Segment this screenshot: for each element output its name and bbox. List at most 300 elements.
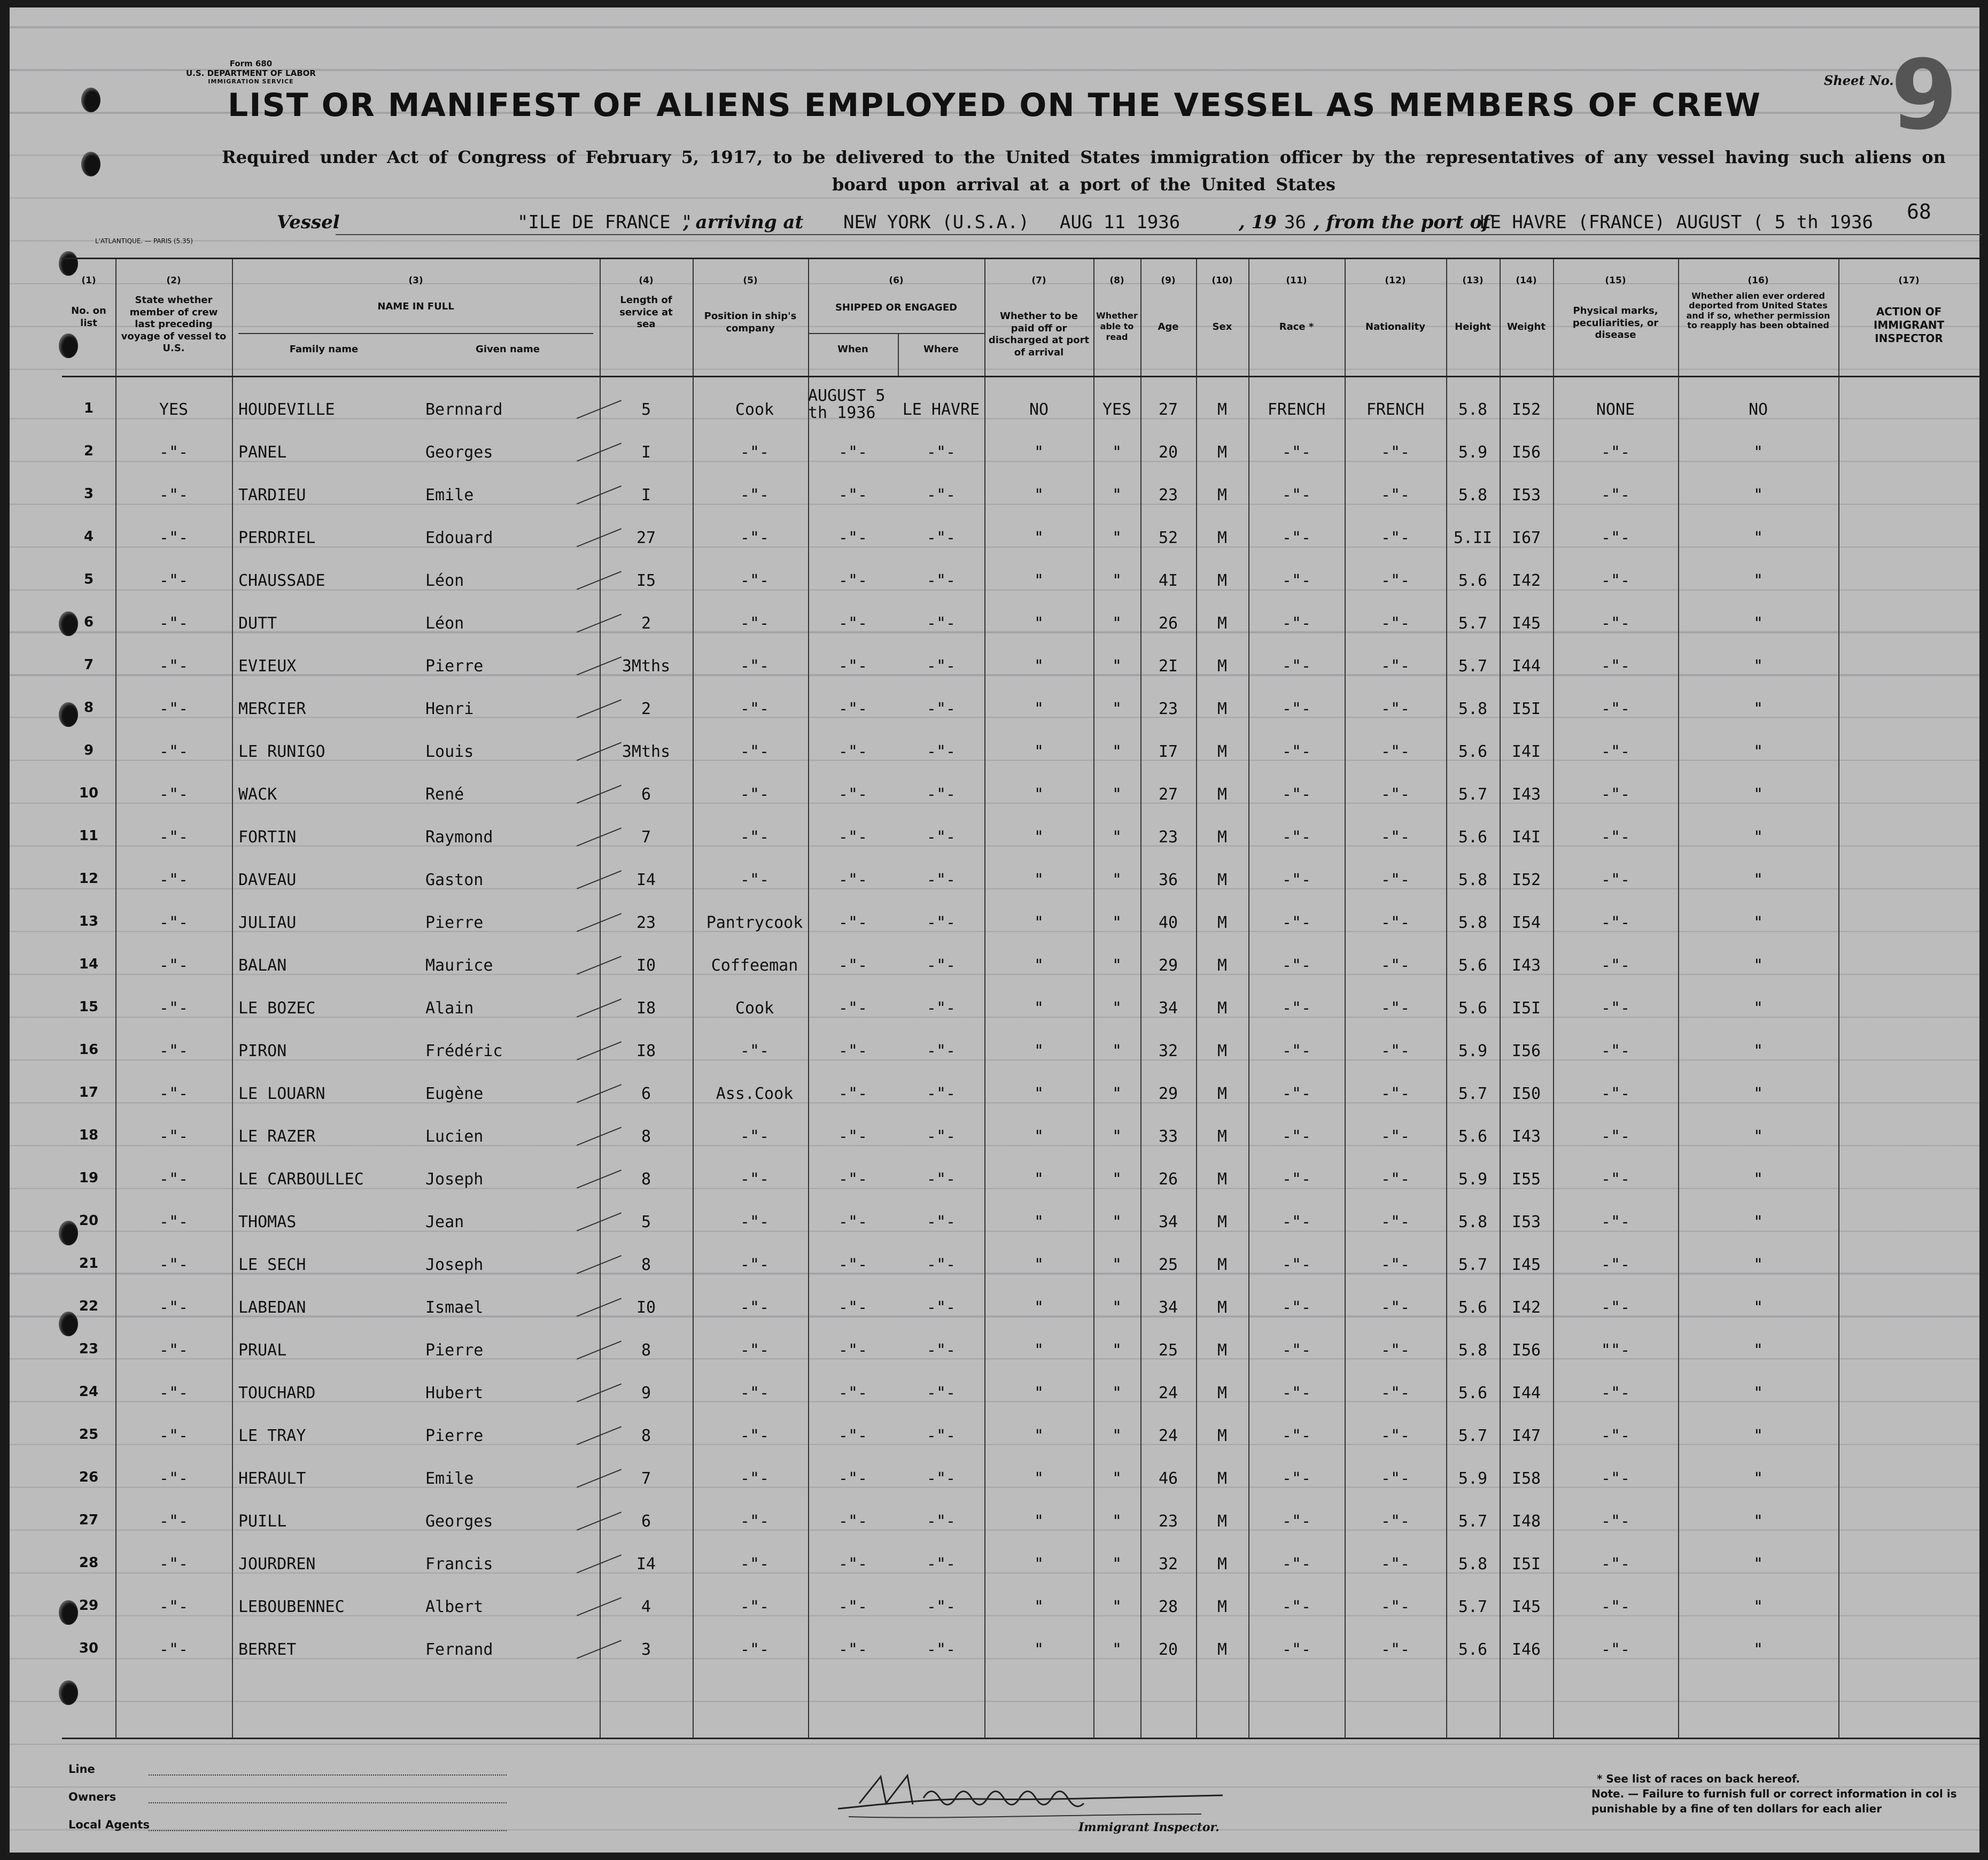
table-row bbox=[62, 1331, 1979, 1371]
form-number: Form 680 bbox=[229, 59, 273, 68]
race: -"- bbox=[1282, 1598, 1311, 1616]
family-name: LE LOUARN bbox=[238, 1084, 325, 1103]
col-header-13: Height bbox=[1455, 321, 1491, 332]
given-name: Fernand bbox=[425, 1640, 493, 1659]
weight: I48 bbox=[1511, 1512, 1541, 1531]
nationality: -"- bbox=[1380, 1042, 1410, 1060]
sex: M bbox=[1217, 1640, 1228, 1659]
position: -"- bbox=[740, 828, 770, 847]
row-number: 4 bbox=[83, 529, 94, 545]
shipped-where: -"- bbox=[926, 742, 956, 761]
height: 5.7 bbox=[1458, 614, 1488, 633]
shipped-when: -"- bbox=[838, 529, 868, 547]
weight: I52 bbox=[1511, 871, 1541, 889]
col-num-12: (12) bbox=[1385, 275, 1406, 286]
col-num-6: (6) bbox=[889, 275, 904, 286]
service-length: 6 bbox=[641, 1084, 651, 1103]
row-number: 9 bbox=[83, 742, 94, 758]
deported: " bbox=[1753, 1213, 1764, 1231]
given-name: Georges bbox=[425, 443, 493, 462]
physical-marks: -"- bbox=[1601, 1256, 1630, 1274]
weight: I45 bbox=[1511, 614, 1541, 633]
col-header-17: ACTION OF IMMIGRANT INSPECTOR bbox=[1873, 305, 1945, 345]
family-name: DUTT bbox=[238, 614, 277, 633]
shipped-when: -"- bbox=[838, 871, 868, 889]
footnotes bbox=[1581, 1771, 1987, 1816]
age: 32 bbox=[1158, 1555, 1178, 1574]
age: 25 bbox=[1158, 1256, 1178, 1274]
able-to-read: " bbox=[1112, 1127, 1122, 1146]
shipped-when: -"- bbox=[838, 1640, 868, 1659]
table-row bbox=[62, 476, 1979, 516]
position: -"- bbox=[740, 529, 770, 547]
sex: M bbox=[1217, 1042, 1228, 1060]
col-num-10: (10) bbox=[1212, 275, 1233, 286]
deported: " bbox=[1753, 1427, 1764, 1445]
nationality: -"- bbox=[1380, 913, 1410, 932]
height: 5.8 bbox=[1458, 400, 1488, 419]
table-row bbox=[62, 519, 1979, 559]
able-to-read: " bbox=[1112, 1512, 1122, 1531]
shipped-where: -"- bbox=[926, 443, 956, 462]
race: -"- bbox=[1282, 443, 1311, 462]
age: 23 bbox=[1158, 1512, 1178, 1531]
height: 5.7 bbox=[1458, 657, 1488, 676]
sex: M bbox=[1217, 486, 1228, 505]
given-name: Pierre bbox=[425, 913, 484, 932]
position: -"- bbox=[740, 1469, 770, 1488]
page-subtitle: Required under Act of Congress of February 5, 1917, to be delivered to the United States immigration officer by the representatives of any vessel having such aliens on board upon arrival at a port of the United States bbox=[222, 147, 1946, 195]
shipped-where: -"- bbox=[926, 956, 956, 975]
deported: " bbox=[1753, 1555, 1764, 1574]
nationality: -"- bbox=[1380, 1555, 1410, 1574]
service-length: 4 bbox=[641, 1598, 651, 1616]
race: FRENCH bbox=[1267, 400, 1326, 419]
position: -"- bbox=[740, 486, 770, 505]
prev-voyage: -"- bbox=[159, 1170, 189, 1189]
able-to-read: " bbox=[1112, 871, 1122, 889]
shipped-when: -"- bbox=[838, 1084, 868, 1103]
family-name: LE RUNIGO bbox=[238, 742, 325, 761]
subcol-where: Where bbox=[923, 344, 959, 355]
paid-off: " bbox=[1034, 1512, 1044, 1531]
prev-voyage: -"- bbox=[159, 1127, 189, 1146]
table-row bbox=[62, 604, 1979, 644]
given-name: Georges bbox=[425, 1512, 493, 1531]
deported: " bbox=[1753, 871, 1764, 889]
service-length: 7 bbox=[641, 1469, 651, 1488]
age: 27 bbox=[1158, 785, 1178, 804]
physical-marks: -"- bbox=[1601, 1170, 1630, 1189]
family-name: WACK bbox=[238, 785, 277, 804]
table-row bbox=[62, 776, 1979, 815]
nationality: -"- bbox=[1380, 785, 1410, 804]
given-name: Emile bbox=[425, 1469, 474, 1488]
given-name: Eugène bbox=[425, 1084, 484, 1103]
row-number: 8 bbox=[83, 700, 94, 716]
deported: " bbox=[1753, 443, 1764, 462]
position: Ass.Cook bbox=[716, 1084, 794, 1103]
physical-marks: -"- bbox=[1601, 1555, 1630, 1574]
service-length: I4 bbox=[636, 1555, 656, 1574]
row-number: 26 bbox=[79, 1469, 99, 1485]
nationality: FRENCH bbox=[1366, 400, 1425, 419]
sex: M bbox=[1217, 742, 1228, 761]
able-to-read: " bbox=[1112, 742, 1122, 761]
family-name: LE TRAY bbox=[238, 1427, 306, 1445]
paid-off: NO bbox=[1029, 400, 1049, 419]
physical-marks: -"- bbox=[1601, 828, 1630, 847]
col-num-13: (13) bbox=[1462, 275, 1484, 286]
row-number: 28 bbox=[79, 1555, 99, 1571]
race: -"- bbox=[1282, 828, 1311, 847]
prev-voyage: -"- bbox=[159, 1640, 189, 1659]
shipped-where: -"- bbox=[926, 999, 956, 1018]
physical-marks: -"- bbox=[1601, 443, 1630, 462]
race: -"- bbox=[1282, 1213, 1311, 1231]
age: 23 bbox=[1158, 828, 1178, 847]
shipped-where: -"- bbox=[926, 1042, 956, 1060]
date-stamp: AUG 11 1936 bbox=[1060, 212, 1181, 233]
shipped-where: -"- bbox=[926, 1598, 956, 1616]
footer-line-label: Line bbox=[68, 1755, 507, 1783]
family-name: JULIAU bbox=[238, 913, 297, 932]
vessel-name: "ILE DE FRANCE " bbox=[517, 212, 693, 233]
shipped-when: -"- bbox=[838, 828, 868, 847]
weight: I42 bbox=[1511, 1298, 1541, 1317]
prev-voyage: -"- bbox=[159, 871, 189, 889]
family-name: PRUAL bbox=[238, 1341, 287, 1360]
able-to-read: " bbox=[1112, 999, 1122, 1018]
col-num-7: (7) bbox=[1031, 275, 1046, 286]
weight: I53 bbox=[1511, 486, 1541, 505]
shipped-where: -"- bbox=[926, 529, 956, 547]
prev-voyage: -"- bbox=[159, 1384, 189, 1402]
age: 23 bbox=[1158, 486, 1178, 505]
shipped-when: -"- bbox=[838, 1298, 868, 1317]
table-row bbox=[62, 1118, 1979, 1157]
height: 5.9 bbox=[1458, 1170, 1488, 1189]
paid-off: " bbox=[1034, 1298, 1044, 1317]
nationality: -"- bbox=[1380, 1341, 1410, 1360]
given-name: Alain bbox=[425, 999, 474, 1018]
age: 27 bbox=[1158, 400, 1178, 419]
col-num-17: (17) bbox=[1898, 275, 1920, 286]
col-header-4: Length of service at sea bbox=[619, 294, 673, 330]
physical-marks: -"- bbox=[1601, 742, 1630, 761]
sex: M bbox=[1217, 1555, 1228, 1574]
sex: M bbox=[1217, 956, 1228, 975]
row-number: 1 bbox=[83, 400, 94, 416]
position: -"- bbox=[740, 571, 770, 590]
physical-marks: -"- bbox=[1601, 999, 1630, 1018]
subcol-given: Given name bbox=[476, 344, 540, 355]
position: Cook bbox=[735, 400, 774, 419]
race: -"- bbox=[1282, 1555, 1311, 1574]
col-header-5: Position in ship's company bbox=[704, 311, 797, 334]
family-name: PERDRIEL bbox=[238, 529, 316, 547]
shipped-where: LE HAVRE bbox=[902, 400, 980, 419]
shipped-when: -"- bbox=[838, 1384, 868, 1402]
table-row bbox=[62, 562, 1979, 601]
age: 24 bbox=[1158, 1427, 1178, 1445]
able-to-read: " bbox=[1112, 614, 1122, 633]
family-name: LE RAZER bbox=[238, 1127, 316, 1146]
race: -"- bbox=[1282, 999, 1311, 1018]
paid-off: " bbox=[1034, 1170, 1044, 1189]
deported: " bbox=[1753, 956, 1764, 975]
paid-off: " bbox=[1034, 657, 1044, 676]
shipped-where: -"- bbox=[926, 1084, 956, 1103]
year-prefix: , 19 bbox=[1239, 212, 1277, 233]
sex: M bbox=[1217, 657, 1228, 676]
shipped-when: -"- bbox=[838, 443, 868, 462]
paid-off: " bbox=[1034, 1042, 1044, 1060]
given-name: Pierre bbox=[425, 1341, 484, 1360]
position: -"- bbox=[740, 1170, 770, 1189]
weight: I44 bbox=[1511, 1384, 1541, 1402]
family-name: FORTIN bbox=[238, 828, 297, 847]
shipped-when: -"- bbox=[838, 913, 868, 932]
subcol-family: Family name bbox=[289, 344, 359, 355]
physical-marks: -"- bbox=[1601, 614, 1630, 633]
service-length: 27 bbox=[636, 529, 656, 547]
shipped-when: -"- bbox=[838, 785, 868, 804]
height: 5.9 bbox=[1458, 1042, 1488, 1060]
given-name: Pierre bbox=[425, 1427, 484, 1445]
nationality: -"- bbox=[1380, 529, 1410, 547]
service-length: 2 bbox=[641, 700, 651, 718]
family-name: LEBOUBENNEC bbox=[238, 1598, 345, 1616]
prev-voyage: -"- bbox=[159, 1298, 189, 1317]
able-to-read: " bbox=[1112, 1042, 1122, 1060]
weight: I52 bbox=[1511, 400, 1541, 419]
shipped-when: -"- bbox=[838, 1427, 868, 1445]
age: 25 bbox=[1158, 1341, 1178, 1360]
position: -"- bbox=[740, 443, 770, 462]
service-length: 3Mths bbox=[622, 742, 671, 761]
from-label: , from the port of bbox=[1314, 212, 1490, 233]
service-length: 8 bbox=[641, 1170, 651, 1189]
col-num-16: (16) bbox=[1748, 275, 1769, 286]
sex: M bbox=[1217, 1256, 1228, 1274]
deported: " bbox=[1753, 614, 1764, 633]
height: 5.8 bbox=[1458, 486, 1488, 505]
table-row bbox=[62, 1545, 1979, 1585]
sex: M bbox=[1217, 785, 1228, 804]
deported: " bbox=[1753, 1469, 1764, 1488]
shipped-where: -"- bbox=[926, 1555, 956, 1574]
sex: M bbox=[1217, 1170, 1228, 1189]
deported: " bbox=[1753, 571, 1764, 590]
inspector-signature bbox=[827, 1766, 1233, 1825]
nationality: -"- bbox=[1380, 1170, 1410, 1189]
row-number: 7 bbox=[83, 657, 94, 673]
sex: M bbox=[1217, 1469, 1228, 1488]
shipped-where: -"- bbox=[926, 1384, 956, 1402]
given-name: Jean bbox=[425, 1213, 464, 1231]
table-row bbox=[62, 989, 1979, 1029]
sex: M bbox=[1217, 571, 1228, 590]
deported: NO bbox=[1748, 400, 1768, 419]
row-number: 29 bbox=[79, 1598, 99, 1614]
vessel-line bbox=[277, 212, 1987, 238]
physical-marks: -"- bbox=[1601, 1384, 1630, 1402]
family-name: BALAN bbox=[238, 956, 287, 975]
family-name: LE CARBOULLEC bbox=[238, 1170, 364, 1189]
shipped-when: -"- bbox=[838, 486, 868, 505]
service-length: I4 bbox=[636, 871, 656, 889]
row-number: 11 bbox=[79, 828, 99, 844]
service-length: 8 bbox=[641, 1256, 651, 1274]
able-to-read: " bbox=[1112, 657, 1122, 676]
given-name: Edouard bbox=[425, 529, 493, 547]
shipped-when: -"- bbox=[838, 1042, 868, 1060]
nationality: -"- bbox=[1380, 999, 1410, 1018]
position: Coffeeman bbox=[711, 956, 798, 975]
weight: I4I bbox=[1511, 742, 1541, 761]
shipped-where: -"- bbox=[926, 1640, 956, 1659]
race: -"- bbox=[1282, 1084, 1311, 1103]
weight: I43 bbox=[1511, 1127, 1541, 1146]
shipped-when: -"- bbox=[838, 700, 868, 718]
sex: M bbox=[1217, 828, 1228, 847]
family-name: JOURDREN bbox=[238, 1555, 316, 1574]
shipped-where: -"- bbox=[926, 1256, 956, 1274]
race: -"- bbox=[1282, 1469, 1311, 1488]
nationality: -"- bbox=[1380, 1256, 1410, 1274]
height: 5.II bbox=[1453, 529, 1493, 547]
prev-voyage: -"- bbox=[159, 785, 189, 804]
shipped-when: -"- bbox=[838, 1341, 868, 1360]
deported: " bbox=[1753, 785, 1764, 804]
table-row bbox=[62, 1631, 1979, 1670]
able-to-read: YES bbox=[1102, 400, 1132, 419]
physical-marks: -"- bbox=[1601, 1598, 1630, 1616]
paid-off: " bbox=[1034, 571, 1044, 590]
form-header bbox=[186, 59, 316, 85]
shipped-where: -"- bbox=[926, 1213, 956, 1231]
able-to-read: " bbox=[1112, 1170, 1122, 1189]
height: 5.7 bbox=[1458, 1512, 1488, 1531]
given-name: Maurice bbox=[425, 956, 493, 975]
table-row bbox=[62, 1075, 1979, 1114]
row-number: 21 bbox=[79, 1256, 99, 1272]
given-name: Louis bbox=[425, 742, 474, 761]
given-name: Gaston bbox=[425, 871, 484, 889]
prev-voyage: -"- bbox=[159, 1042, 189, 1060]
prev-voyage: -"- bbox=[159, 1256, 189, 1274]
sex: M bbox=[1217, 913, 1228, 932]
nationality: -"- bbox=[1380, 1127, 1410, 1146]
sex: M bbox=[1217, 614, 1228, 633]
nationality: -"- bbox=[1380, 1213, 1410, 1231]
weight: I5I bbox=[1511, 999, 1541, 1018]
age: 28 bbox=[1158, 1598, 1178, 1616]
table-row bbox=[62, 1289, 1979, 1328]
physical-marks: -"- bbox=[1601, 486, 1630, 505]
service: IMMIGRATION SERVICE bbox=[208, 78, 294, 85]
height: 5.7 bbox=[1458, 1084, 1488, 1103]
given-name: Joseph bbox=[425, 1256, 484, 1274]
race: -"- bbox=[1282, 700, 1311, 718]
paid-off: " bbox=[1034, 486, 1044, 505]
col-header-2: State whether member of crew last preceding voyage of vessel to U.S. bbox=[121, 294, 227, 354]
given-name: Emile bbox=[425, 486, 474, 505]
age: I7 bbox=[1158, 742, 1178, 761]
paid-off: " bbox=[1034, 742, 1044, 761]
corner-number: 68 bbox=[1907, 200, 1931, 223]
paid-off: " bbox=[1034, 1555, 1044, 1574]
weight: I45 bbox=[1511, 1256, 1541, 1274]
shipped-when: AUGUST 5 th 1936 bbox=[808, 386, 886, 422]
race: -"- bbox=[1282, 1512, 1311, 1531]
race: -"- bbox=[1282, 785, 1311, 804]
sex: M bbox=[1217, 1384, 1228, 1402]
sex: M bbox=[1217, 1127, 1228, 1146]
table-row bbox=[62, 690, 1979, 730]
given-name: René bbox=[425, 785, 464, 804]
position: -"- bbox=[740, 1127, 770, 1146]
sheet-number: 9 bbox=[1891, 40, 1958, 151]
race: -"- bbox=[1282, 1341, 1311, 1360]
shipped-where: -"- bbox=[926, 871, 956, 889]
row-number: 30 bbox=[79, 1640, 99, 1656]
service-length: 7 bbox=[641, 828, 651, 847]
height: 5.6 bbox=[1458, 742, 1488, 761]
nationality: -"- bbox=[1380, 956, 1410, 975]
col-header-9: Age bbox=[1158, 321, 1179, 332]
deported: " bbox=[1753, 1127, 1764, 1146]
able-to-read: " bbox=[1112, 1469, 1122, 1488]
inspector-caption: Immigrant Inspector. bbox=[1078, 1820, 1220, 1834]
weight: I55 bbox=[1511, 1170, 1541, 1189]
weight: I56 bbox=[1511, 1341, 1541, 1360]
table-row bbox=[62, 861, 1979, 901]
prev-voyage: -"- bbox=[159, 1598, 189, 1616]
position: -"- bbox=[740, 1555, 770, 1574]
paid-off: " bbox=[1034, 443, 1044, 462]
service-length: 5 bbox=[641, 1213, 651, 1231]
age: 33 bbox=[1158, 1127, 1178, 1146]
age: 46 bbox=[1158, 1469, 1178, 1488]
prev-voyage: -"- bbox=[159, 913, 189, 932]
family-name: TARDIEU bbox=[238, 486, 306, 505]
sex: M bbox=[1217, 1598, 1228, 1616]
weight: I58 bbox=[1511, 1469, 1541, 1488]
from-port: LE HAVRE (FRANCE) AUGUST ( 5 th 1936 bbox=[1479, 212, 1873, 233]
paid-off: " bbox=[1034, 700, 1044, 718]
paid-off: " bbox=[1034, 1084, 1044, 1103]
physical-marks: -"- bbox=[1601, 1042, 1630, 1060]
given-name: Frédéric bbox=[425, 1042, 503, 1060]
given-name: Léon bbox=[425, 571, 464, 590]
prev-voyage: -"- bbox=[159, 529, 189, 547]
weight: I5I bbox=[1511, 700, 1541, 718]
shipped-where: -"- bbox=[926, 1298, 956, 1317]
height: 5.8 bbox=[1458, 913, 1488, 932]
shipped-when: -"- bbox=[838, 1256, 868, 1274]
shipped-where: -"- bbox=[926, 1170, 956, 1189]
position: -"- bbox=[740, 1341, 770, 1360]
shipped-when: -"- bbox=[838, 1127, 868, 1146]
shipped-where: -"- bbox=[926, 1469, 956, 1488]
paid-off: " bbox=[1034, 999, 1044, 1018]
nationality: -"- bbox=[1380, 828, 1410, 847]
deported: " bbox=[1753, 913, 1764, 932]
able-to-read: " bbox=[1112, 486, 1122, 505]
prev-voyage: -"- bbox=[159, 657, 189, 676]
